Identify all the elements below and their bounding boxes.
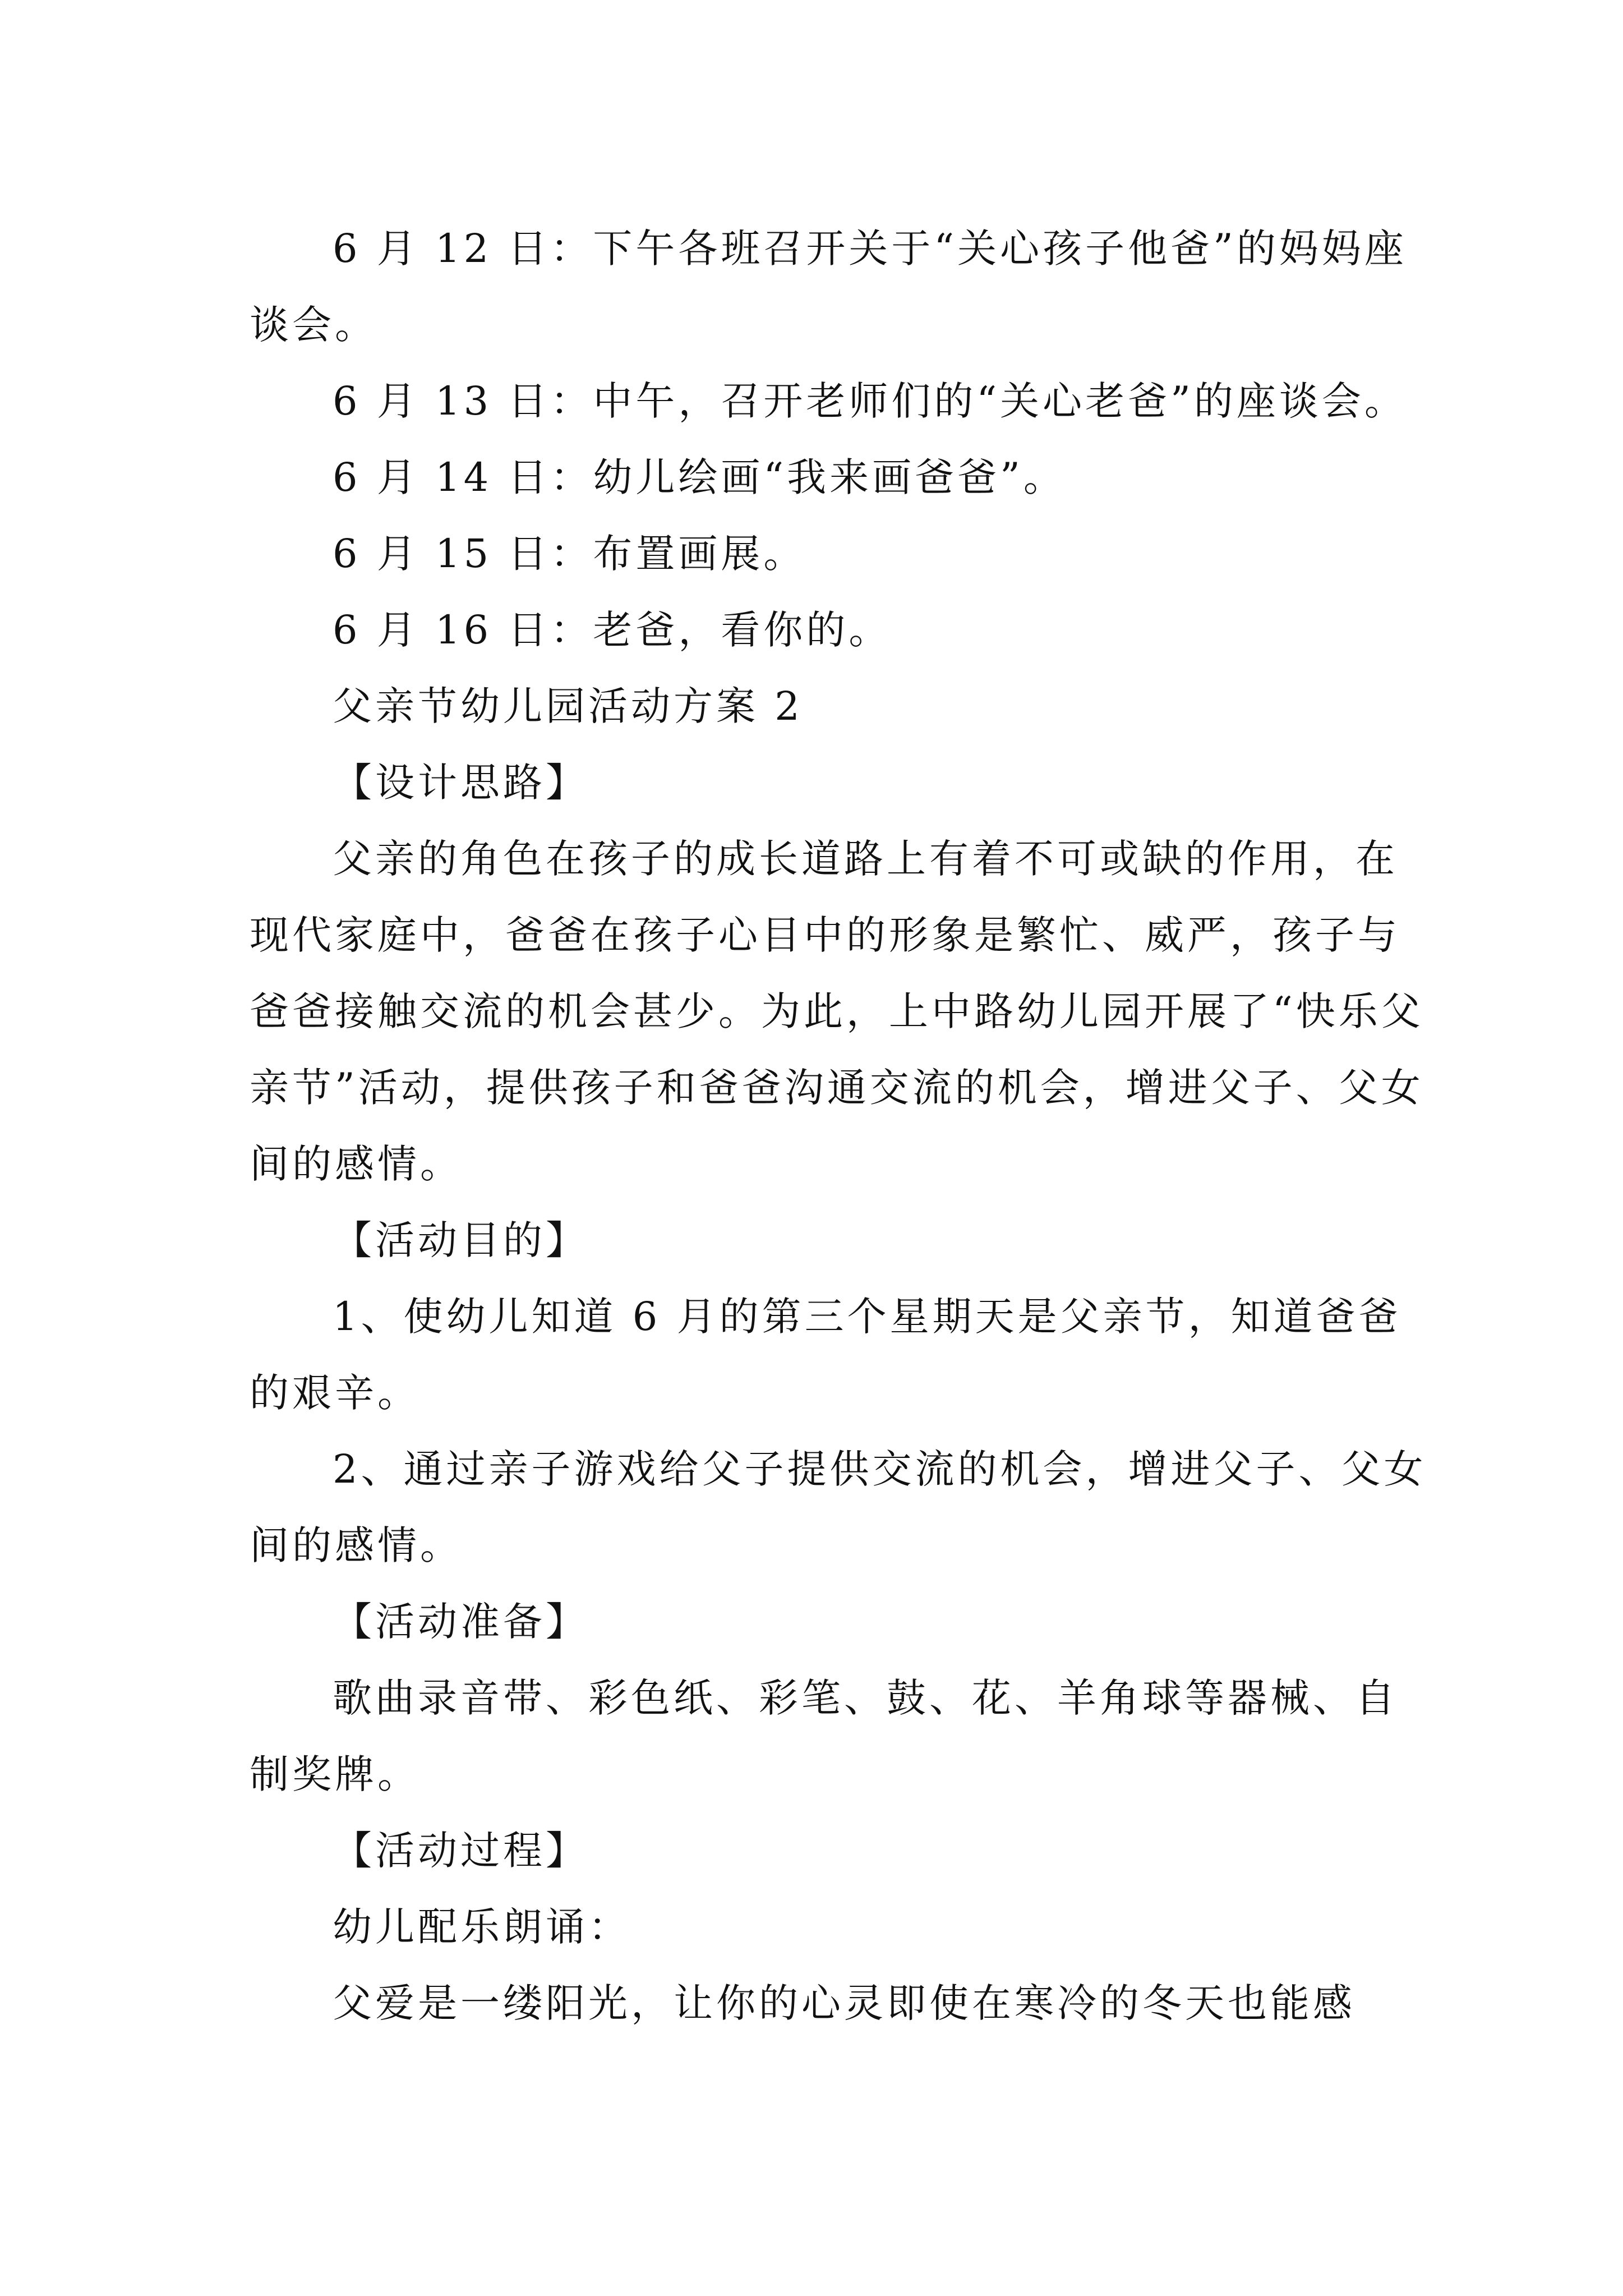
heading-design-idea: 【设计思路】 (333, 760, 588, 806)
paragraph-schedule-june-13: 6 月 13 日：中午，召开老师们的“关心老爸”的座谈会。 (333, 378, 1407, 424)
paragraph-recitation-label: 幼儿配乐朗诵： (333, 1904, 631, 1950)
paragraph-schedule-june-15: 6 月 15 日：布置画展。 (333, 531, 806, 577)
paragraph-preparation: 歌曲录音带、彩色纸、彩笔、鼓、花、羊角球等器械、自制奖牌。 (250, 1675, 1398, 1797)
paragraph-goal-1: 1、使幼儿知道 6 月的第三个星期天是父亲节，知道爸爸的艰辛。 (250, 1294, 1401, 1416)
document-body (250, 210, 1433, 2041)
paragraph-goal-2: 2、通过亲子游戏给父子提供交流的机会，增进父子、父女间的感情。 (250, 1446, 1427, 1568)
heading-activity-goal: 【活动目的】 (333, 1217, 588, 1263)
heading-activity-preparation: 【活动准备】 (333, 1599, 588, 1645)
paragraph-schedule-june-16: 6 月 16 日：老爸，看你的。 (333, 607, 892, 653)
paragraph-design-idea: 父亲的角色在孩子的成长道路上有着不可或缺的作用，在现代家庭中，爸爸在孩子心目中的形象是繁忙、威严，孩子与爸爸接触交流的机会甚少。为此，上中路幼儿园开展了“快乐父亲节”活动，提供孩子和爸爸沟通交流的机会，增进父子、父女间的感情。 (250, 836, 1424, 1187)
paragraph-schedule-june-12: 6 月 12 日：下午各班召开关于“关心孩子他爸”的妈妈座谈会。 (250, 226, 1407, 348)
paragraph-schedule-june-14: 6 月 14 日：幼儿绘画“我来画爸爸”。 (333, 454, 1066, 500)
section-title-plan-2: 父亲节幼儿园活动方案 2 (333, 683, 803, 729)
paragraph-recitation-text: 父爱是一缕阳光，让你的心灵即使在寒冷的冬天也能感 (333, 1980, 1355, 2026)
heading-activity-process: 【活动过程】 (333, 1828, 588, 1874)
